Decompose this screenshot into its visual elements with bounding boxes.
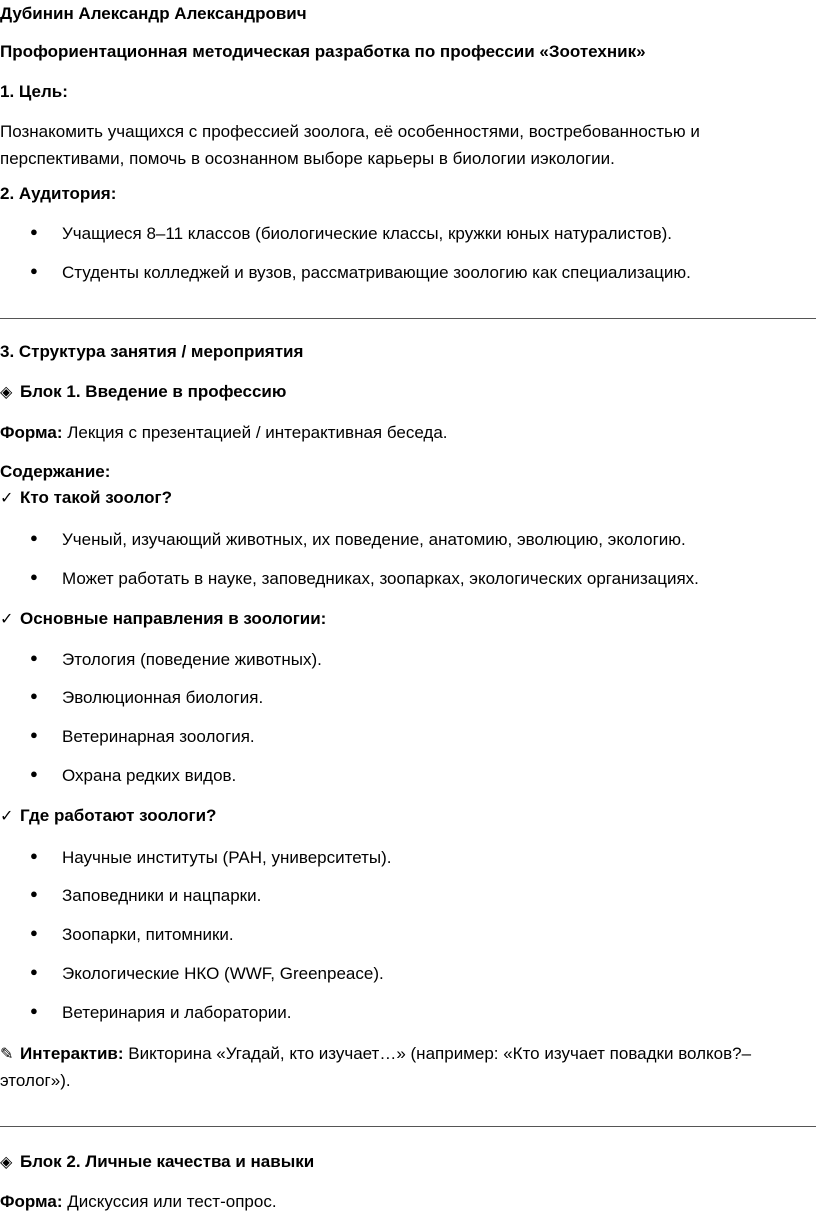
who-heading: ✓ Кто такой зоолог?	[0, 488, 173, 507]
bullet-icon: ●	[30, 766, 38, 781]
bullet-icon: ●	[30, 650, 38, 665]
checkmark-icon: ✓	[0, 808, 14, 825]
structure-heading: 3. Структура занятия / мероприятия	[0, 342, 304, 361]
goal-heading: 1. Цель:	[0, 82, 68, 101]
bullet-icon: ●	[30, 964, 38, 979]
directions-heading: ✓ Основные направления в зоологии:	[0, 609, 327, 628]
block1-title: ◈ Блок 1. Введение в профессию	[0, 382, 287, 401]
bullet-icon: ●	[30, 224, 38, 239]
bullet-icon: ●	[30, 848, 38, 863]
interactive-line-2: этолог»).	[0, 1071, 71, 1090]
bullet-icon: ●	[30, 263, 38, 278]
block2-form: Форма: Дискуссия или тест-опрос.	[0, 1192, 277, 1211]
bullet-icon: ●	[30, 1003, 38, 1018]
document-title: Профориентационная методическая разработка по профессии «Зоотехник»	[0, 42, 646, 61]
audience-heading: 2. Аудитория:	[0, 184, 117, 203]
divider	[0, 1126, 816, 1127]
bullet-icon: ●	[30, 569, 38, 584]
divider	[0, 318, 816, 319]
bullet-icon: ●	[30, 925, 38, 940]
pushpin-icon: ✎	[0, 1046, 14, 1063]
bullet-icon: ●	[30, 530, 38, 545]
bullet-icon: ●	[30, 727, 38, 742]
goal-text: Познакомить учащихся с профессией зоолога, её особенностями, востребованностью и перспективами, помочь в осознанном выборе карьеры в биологии иэкологии.	[0, 122, 700, 168]
bullet-icon: ●	[30, 886, 38, 901]
interactive-line-1: ✎ Интерактив: Викторина «Угадай, кто изучает…» (например: «Кто изучает повадки волков?–	[0, 1044, 752, 1063]
diamond-icon: ◈	[0, 384, 13, 401]
checkmark-icon: ✓	[0, 490, 14, 507]
diamond-icon: ◈	[0, 1154, 13, 1171]
block1-content-label: Содержание:	[0, 462, 111, 481]
workplaces-heading: ✓ Где работают зоологи?	[0, 806, 217, 825]
checkmark-icon: ✓	[0, 611, 14, 628]
block1-form: Форма: Лекция с презентацией / интерактивная беседа.	[0, 423, 448, 442]
block2-title: ◈ Блок 2. Личные качества и навыки	[0, 1152, 315, 1171]
bullet-icon: ●	[30, 688, 38, 703]
author-name: Дубинин Александр Александрович	[0, 4, 307, 23]
